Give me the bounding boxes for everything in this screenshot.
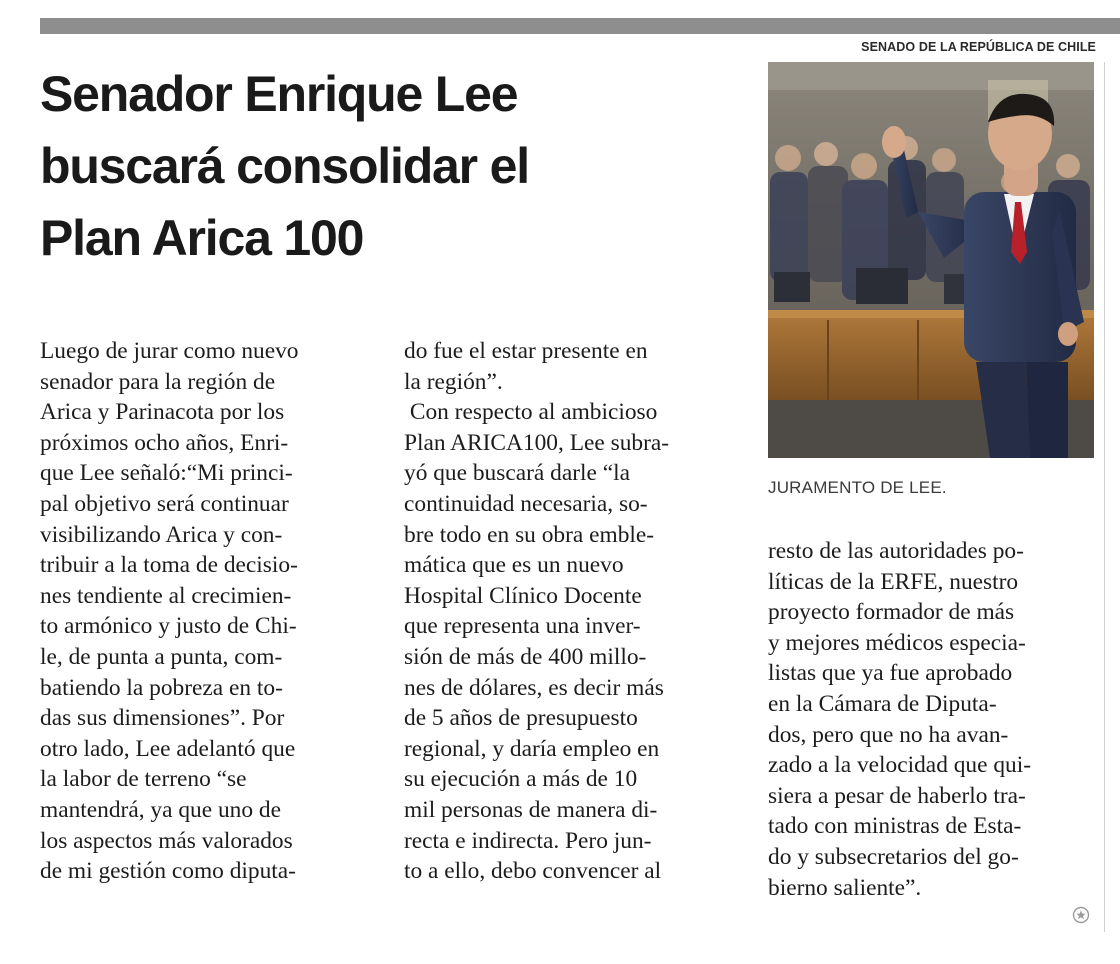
article-text-column-2: do fue el estar presente en la región”. Con respecto al ambicioso Plan ARICA100, Lee subra- yó que buscará darle “la continuidad necesaria, so- bre todo en su obra emble- mática que es un nuevo Hospital Clínico Docente que representa una inver- sión de más de 400 millo- nes de dólares, es decir más de 5 años de presupuesto regional, y daría empleo en su ejecución a más de 10 mil personas de manera di- recta e indirecta. Pero jun- to a ello, debo convencer al (404, 338, 670, 885)
headline: Senador Enrique Lee buscará consolidar el Plan Arica 100 (40, 66, 529, 266)
article-column-3 (768, 536, 1108, 903)
article-column-2 (404, 336, 744, 887)
photo-caption: JURAMENTO DE LEE. (768, 478, 947, 497)
article-text-column-1: Luego de jurar como nuevo senador para la región de Arica y Parinacota por los próximos ocho años, Enri- que Lee señaló:“Mi princi- pal objetivo será continuar visibilizando Arica y con- tribuir a la toma de decisio- nes tendiente al crecimien- to armónico y justo de Chi- le, de punta a punta, com- batiendo la pobreza en to- das sus dimensiones”. Por otro lado, Lee adelantó que la labor de terreno “se mantendrá, ya que uno de los aspectos más valorados de mi gestión como diputa- (40, 338, 299, 885)
article-text-column-3: resto de las autoridades po- líticas de la ERFE, nuestro proyecto formador de más y mejores médicos especia- listas que ya fue aprobado en la Cámara de Diputa- dos, pero que no ha avan- zado a la velocidad que qui- siera a pesar de haberlo tra- tado con ministras de Esta- do y subsecretarios del go- bierno saliente”. (768, 538, 1032, 901)
top-rule-bar (40, 18, 1120, 34)
photo-credit: SENADO DE LA REPÚBLICA DE CHILE (861, 40, 1096, 54)
star-circle-icon (1072, 906, 1090, 924)
news-photo (768, 62, 1094, 458)
photo-illustration (768, 62, 1094, 458)
article-column-1 (40, 336, 380, 887)
